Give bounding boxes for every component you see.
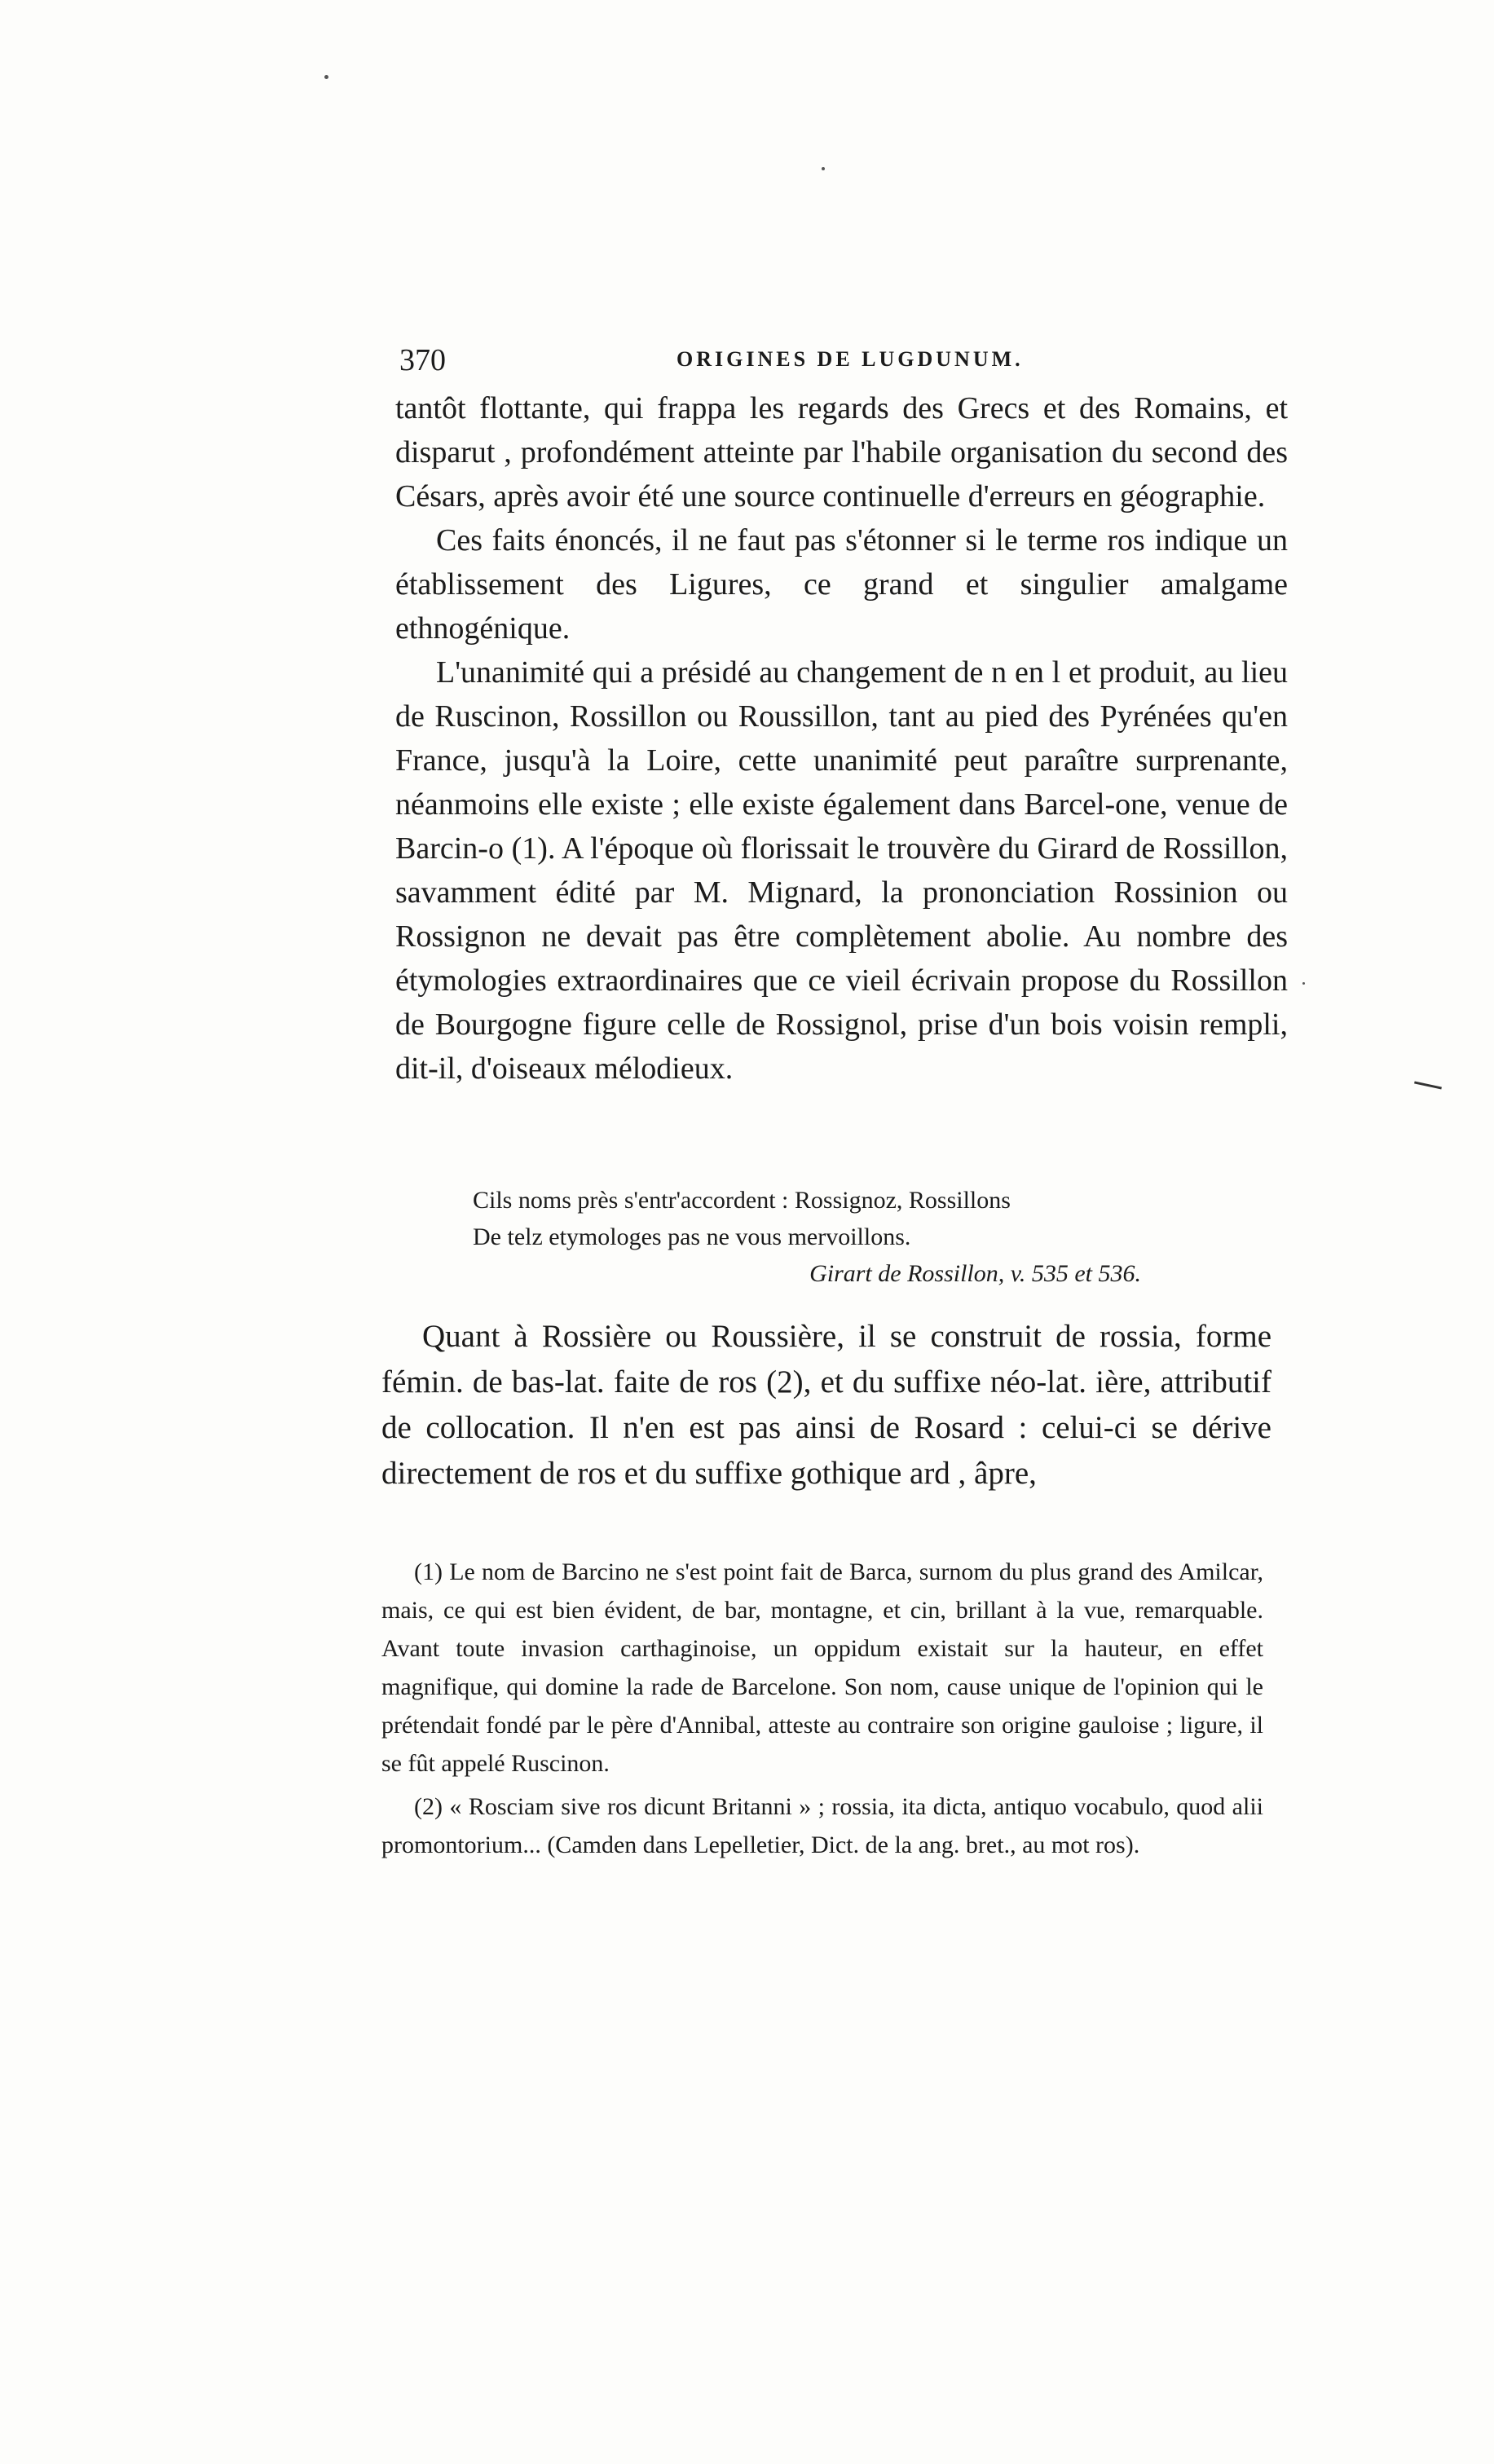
- page-number: 370: [399, 343, 446, 377]
- running-title: ORIGINES DE LUGDUNUM.: [676, 347, 1024, 371]
- page-header: [399, 342, 1320, 383]
- paragraph-1: tantôt flottante, qui frappa les regards des Grecs et des Romains, et disparut , profondément atteinte par l'habile organisation du second des Césars, après avoir été une source continuelle d'erreurs en géographie.: [395, 391, 1288, 514]
- footnotes: [381, 1553, 1263, 1864]
- verse-quotation: [473, 1182, 1174, 1292]
- paragraph-4: Quant à Rossière ou Roussière, il se construit de rossia, forme fémin. de bas-lat. faite de ros (2), et du suffixe néo-lat. ière, attributif de collocation. Il n'en est pas ainsi de Rosard : celui-ci se dérive directement de ros et du suffixe gothique ard , âpre,: [381, 1319, 1271, 1491]
- paper-speck: [822, 167, 825, 170]
- paper-speck: [324, 75, 328, 79]
- main-text: [395, 386, 1288, 1091]
- main-text-continued: [381, 1314, 1271, 1496]
- verse-line-2: De telz etymologes pas ne vous mervoillons.: [473, 1223, 911, 1250]
- margin-mark: [1414, 1081, 1442, 1089]
- footnote-2: (2) « Rosciam sive ros dicunt Britanni » ; rossia, ita dicta, antiquo vocabulo, quod alii promontorium... (Camden dans Lepelletier, Dict. de la ang. bret., au mot ros).: [381, 1793, 1263, 1858]
- footnote-1: (1) Le nom de Barcino ne s'est point fait de Barca, surnom du plus grand des Amilcar, mais, ce qui est bien évident, de bar, montagne, et cin, brillant à la vue, remarquable. Avant toute invasion carthaginoise, un oppidum existait sur la hauteur, en effet magnifique, qui domine la rade de Barcelone. Son nom, cause unique de l'opinion qui le prétendait fondé par le père d'Annibal, atteste au contraire son origine gauloise ; ligure, il se fût appelé Ruscinon.: [381, 1558, 1263, 1777]
- verse-citation: Girart de Rossillon, v. 535 et 536.: [809, 1260, 1141, 1287]
- verse-line-1: Cils noms près s'entr'accordent : Rossignoz, Rossillons: [473, 1187, 1011, 1214]
- paper-speck: [1302, 982, 1305, 985]
- paragraph-3: L'unanimité qui a présidé au changement de n en l et produit, au lieu de Ruscinon, Rossillon ou Roussillon, tant au pied des Pyrénées qu'en France, jusqu'à la Loire, cette unanimité peut paraître surprenante, néanmoins elle existe ; elle existe également dans Barcel-one, venue de Barcin-o (1). A l'époque où florissait le trouvère du Girard de Rossillon, savamment édité par M. Mignard, la prononciation Rossinion ou Rossignon ne devait pas être complètement abolie. Au nombre des étymologies extraordinaires que ce vieil écrivain propose du Rossillon de Bourgogne figure celle de Rossignol, prise d'un bois voisin rempli, dit-il, d'oiseaux mélodieux.: [395, 655, 1288, 1086]
- paragraph-2: Ces faits énoncés, il ne faut pas s'étonner si le terme ros indique un établissement des Ligures, ce grand et singulier amalgame ethnogénique.: [395, 523, 1288, 646]
